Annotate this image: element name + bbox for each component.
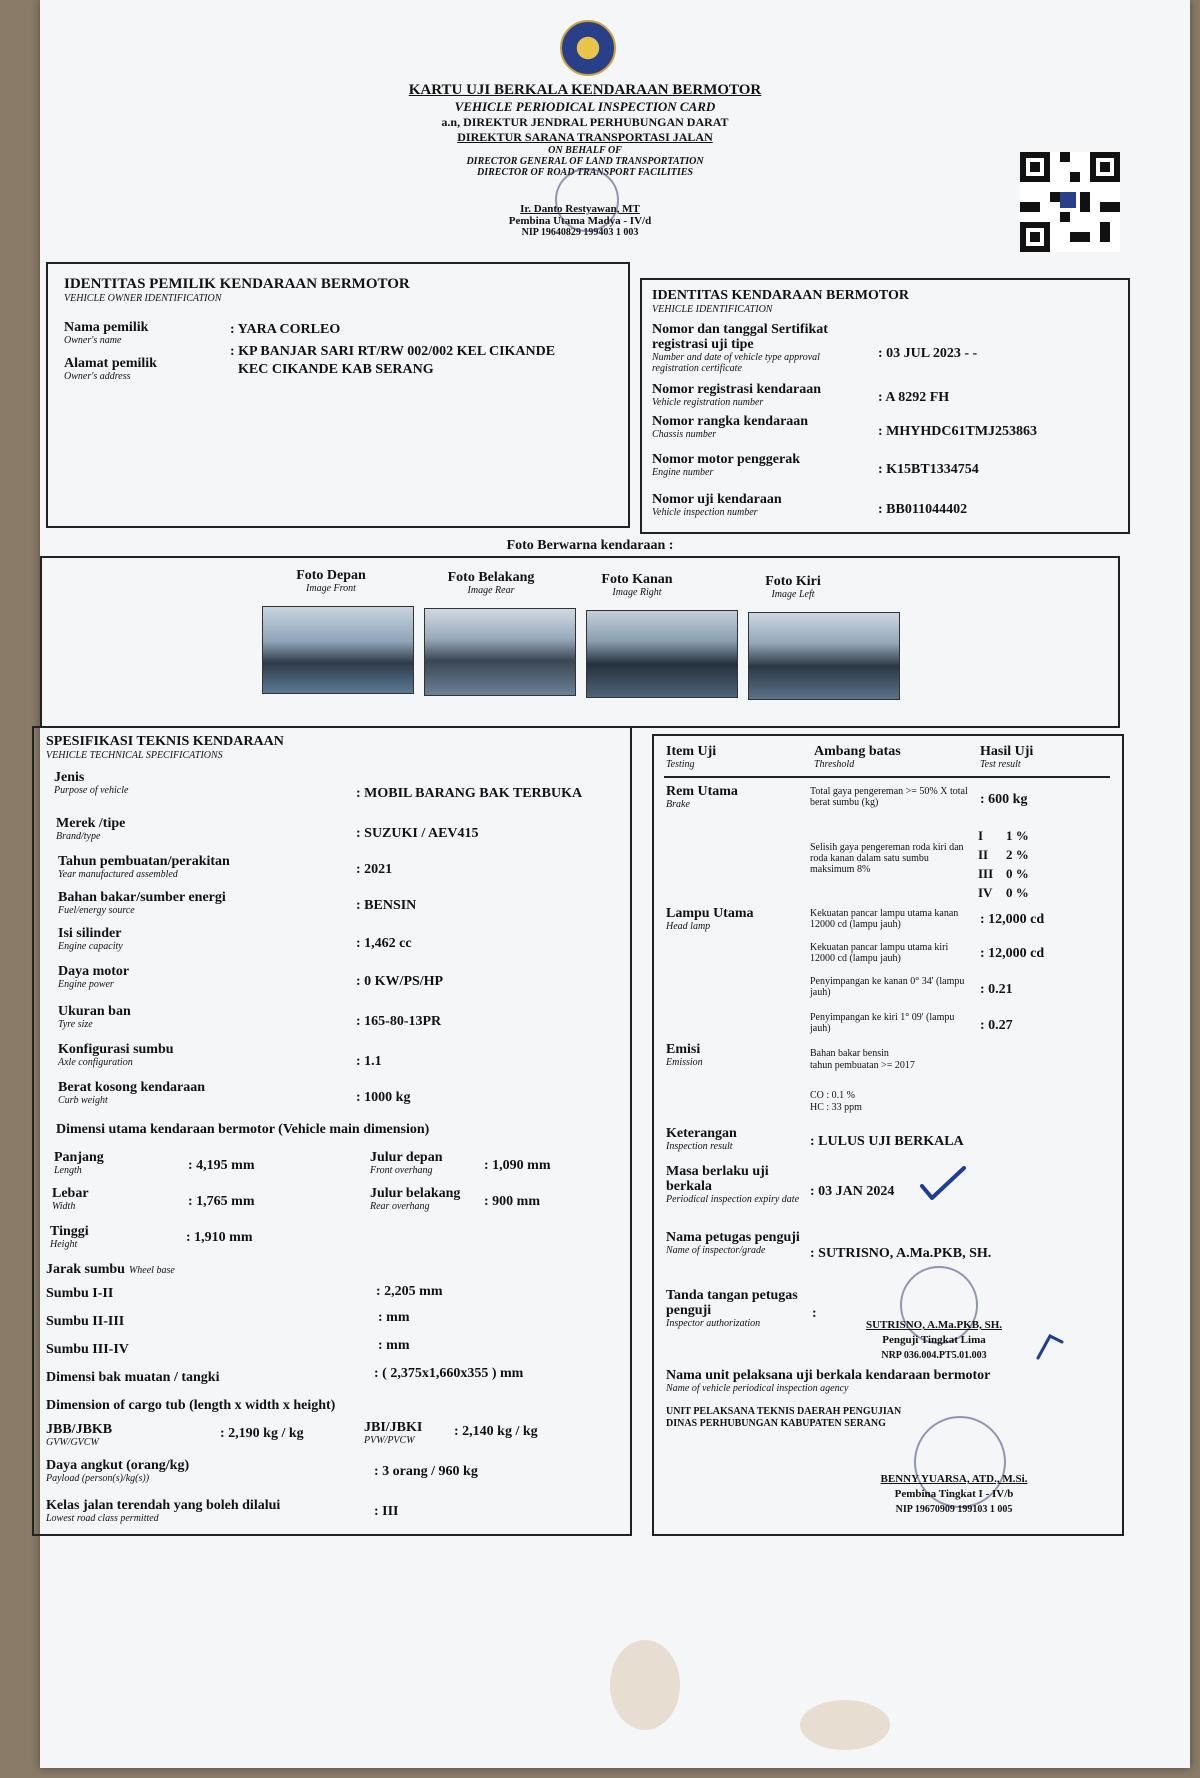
length-value: : 4,195 mm [188,1158,255,1173]
cargo-dimension-value: : ( 2,375x1,660x355 ) mm [374,1366,524,1381]
emission-threshold-2: tahun pembuatan >= 2017 [810,1060,915,1071]
length-label: Panjang Length [54,1150,104,1176]
inspector-label: Nama petugas penguji [666,1230,800,1245]
photo-right-caption: Foto Kanan Image Right [601,572,673,598]
agency-label: Nama unit pelaksana uji berkala kendaraan bermotor [666,1368,991,1383]
spec-row: Jenis Purpose of vehicle [54,770,129,796]
axle-2-label: Sumbu II-III [46,1314,125,1329]
axle-2-value: : mm [378,1310,410,1325]
owner-name-label: Nama pemilik [64,320,149,335]
emission-co: CO : 0.1 % [810,1090,855,1101]
photo-front-caption: Foto Depan Image Front [296,568,366,594]
width-label: Lebar Width [52,1186,89,1212]
spec-value: : 1000 kg [356,1090,411,1105]
axle-result-row: III 0 % [978,866,1029,881]
signature-colon: : [812,1306,817,1321]
brake-label: Rem Utama [666,784,738,799]
spec-value: : BENSIN [356,898,417,913]
axle-results [978,826,1029,902]
photo-rear-caption: Foto Belakang Image Rear [447,570,535,596]
vehicle-id-row: Nomor dan tanggal Sertifikat registrasi uji tipe Number and date of vehicle type approval registration certificate [652,322,828,374]
header-line-3: ON BEHALF OF [548,145,622,156]
inspector-value: : SUTRISNO, A.Ma.PKB, SH. [810,1246,992,1261]
qr-code-icon [1018,152,1122,252]
vehicle-id-title: IDENTITAS KENDARAAN BERMOTOR [652,288,909,303]
spec-row: Merek /tipe Brand/type [56,816,126,842]
width-value: : 1,765 mm [188,1194,255,1209]
lamp-value: : 0.27 [980,1018,1013,1033]
axle-3-label: Sumbu III-IV [46,1342,129,1357]
header-line-5: DIRECTOR OF ROAD TRANSPORT FACILITIES [477,167,693,178]
owner-address-value-1: : KP BANJAR SARI RT/RW 002/002 KEL CIKANDE [230,344,556,359]
spec-row: Bahan bakar/sumber energi Fuel/energy source [58,890,226,916]
result-label: Keterangan [666,1126,737,1141]
header-line-4: DIRECTOR GENERAL OF LAND TRANSPORTATION [466,156,704,167]
headlamp-label: Lampu Utama [666,906,754,921]
expiry-label: Masa berlaku uji berkala [666,1164,769,1194]
spec-row: Berat kosong kendaraan Curb weight [58,1080,206,1106]
card-title: KARTU UJI BERKALA KENDARAAN BERMOTOR [408,82,762,98]
vehicle-id-row: Nomor motor penggerak Engine number [652,452,801,478]
result-value: : LULUS UJI BERKALA [810,1134,964,1149]
jbb-label: JBB/JBKB GVW/GVCW [46,1422,113,1448]
official-nip: NIP 19640829 199403 1 003 [521,227,639,238]
spec-value: : 1.1 [356,1054,382,1069]
type-approval-value: : 03 JUL 2023 - - [878,346,978,361]
official-stamp [555,168,619,232]
photo-left-image [748,612,900,700]
spec-value: : 165-80-13PR [356,1014,442,1029]
test-results-section: Item Uji Testing Ambang batas Threshold Hasil Uji Test result Rem Utama Brake Total gaya pengereman >= 50% X total berat sumbu (kg) : 600 kg Selisih gaya pengereman roda kiri dan roda kanan dalam satu sumbu maksimum 8% I 1 % II 2 % III 0 % IV 0 % Lampu Utama Head lamp Kekuatan pancar lampu utama kanan 12000 cd (lampu jauh) : 12,000 cd Kekuatan pancar lampu utama kiri 12000 cd (lampu jauh) : 12,000 cd Penyimpangan ke kanan 0° 34' (lampu jauh) : 0.21 Penyimpangan ke kiri 1° 09' (lampu jauh) : 0.27 Emisi Emission Bahan bakar bensin tahun pembuatan >= 2017 CO : 0.1 % HC : 33 ppm Keterangan Inspection result : LULUS UJI BERKALA Masa berlaku uji berkala Periodical inspection expiry date : 03 JAN 2024 Nama petugas penguji Name of inspector/grade : SUTRISNO, A.Ma.PKB, SH. Tanda tangan petugas penguji Inspector authorization : SUTRISNO, A.Ma.PKB, SH. Penguji Tingkat Lima NRP 036.004.PT5.01.003 Nama unit pelaksana uji berkala kendaraan bermotor Name of vehicle periodical inspection agency UNIT PELAKSANA TEKNIS DAERAH PENGUJIAN DINAS PERHUBUNGAN KABUPATEN SERANG BENNY YUARSA, ATD., M.Si. Pembina Tingkat I - IV/b NIP 19670909 199103 1 005 [652,734,1124,1536]
lamp-value: : 12,000 cd [980,912,1045,927]
brake-value: : 600 kg [980,792,1028,807]
owner-address-value-2: KEC CIKANDE KAB SERANG [238,362,434,377]
axle-result-row: II 2 % [978,847,1029,862]
inspector-signature-block: SUTRISNO, A.Ma.PKB, SH. Penguji Tingkat Lima NRP 036.004.PT5.01.003 [866,1319,1002,1361]
jbi-label: JBI/JBKI PVW/PVCW [364,1420,423,1446]
rear-overhang-label: Julur belakang Rear overhang [370,1186,461,1212]
paper-stain [800,1700,890,1750]
official-rank: Pembina Utama Madya - IV/d [508,215,652,227]
official-name: Ir. Danto Restyawan, MT [520,203,640,215]
inspection-number-value: : BB011044402 [878,502,968,517]
vehicle-identification-section: IDENTITAS KENDARAAN BERMOTOR VEHICLE IDENTIFICATION Nomor dan tanggal Sertifikat registrasi uji tipe Number and date of vehicle type approval registration certificate : 03 JUL 2023 - - Nomor registrasi kendaraan Vehicle registration number : A 8292 FH Nomor rangka kendaraan Chassis number : MHYHDC61TMJ253863 Nomor motor penggerak Engine number : K15BT1334754 Nomor uji kendaraan Vehicle inspection number : BB011044402 [640,278,1130,534]
spec-value: : SUZUKI / AEV415 [356,826,479,841]
owner-section: IDENTITAS PEMILIK KENDARAAN BERMOTOR VEHICLE OWNER IDENTIFICATION Nama pemilik Owner's name : YARA CORLEO Alamat pemilik Owner's address : KP BANJAR SARI RT/RW 002/002 KEL CIKANDE KEC CIKANDE KAB SERANG [46,262,630,528]
emission-hc: HC : 33 ppm [810,1102,862,1113]
jbi-value: : 2,140 kg / kg [454,1424,538,1439]
spec-value: : 2021 [356,862,393,877]
vehicle-id-row: Nomor registrasi kendaraan Vehicle registration number [652,382,822,408]
brake-threshold: Total gaya pengereman >= 50% X total berat sumbu (kg) [810,786,968,808]
lamp-value: : 0.21 [980,982,1013,997]
owner-address-label: Alamat pemilik [64,356,157,371]
card-title-en: VEHICLE PERIODICAL INSPECTION CARD [454,99,716,114]
agency-head-signature-block: BENNY YUARSA, ATD., M.Si. Pembina Tingkat I - IV/b NIP 19670909 199103 1 005 [880,1473,1028,1515]
owner-title-en: VEHICLE OWNER IDENTIFICATION [64,293,222,304]
col-item-header: Item Uji [666,744,717,759]
paper-stain [610,1640,680,1730]
agency-name: UNIT PELAKSANA TEKNIS DAERAH PENGUJIAN DINAS PERHUBUNGAN KABUPATEN SERANG [666,1406,902,1429]
header-line-2: DIREKTUR SARANA TRANSPORTASI JALAN [457,130,713,144]
axle-result-row: IV 0 % [978,885,1029,900]
vehicle-id-row: Nomor uji kendaraan Vehicle inspection number [652,492,782,518]
ministry-logo [560,20,616,76]
cargo-dimension-label-en: Dimension of cargo tub (length x width x height) [46,1398,336,1413]
photo-front-image [262,606,414,694]
lamp-threshold: Penyimpangan ke kiri 1° 09' (lampu jauh) [810,1012,955,1034]
axle-3-value: : mm [378,1338,410,1353]
emission-threshold-1: Bahan bakar bensin [810,1048,889,1059]
spec-value: : MOBIL BARANG BAK TERBUKA [356,786,583,801]
registration-number-value: : A 8292 FH [878,390,950,405]
col-result-header: Hasil Uji [980,744,1034,759]
expiry-value: : 03 JAN 2024 [810,1184,895,1199]
photo-left-caption: Foto Kiri Image Left [765,574,821,600]
spec-row: Tahun pembuatan/perakitan Year manufactured assembled [58,854,230,880]
axle-result-row: I 1 % [978,828,1029,843]
front-overhang-label: Julur depan Front overhang [370,1150,443,1176]
jbb-value: : 2,190 kg / kg [220,1426,304,1441]
height-label: Tinggi Height [50,1224,89,1250]
lamp-threshold: Kekuatan pancar lampu utama kanan 12000 cd (lampu jauh) [810,908,959,930]
lamp-threshold: Penyimpangan ke kanan 0° 34' (lampu jauh) [810,976,965,998]
payload-label: Daya angkut (orang/kg) Payload (person(s)/kg(s)) [46,1458,190,1484]
axle-1-label: Sumbu I-II [46,1286,114,1301]
owner-title: IDENTITAS PEMILIK KENDARAAN BERMOTOR [64,276,410,292]
checkmark-icon [918,1164,968,1202]
road-class-value: : III [374,1504,399,1519]
spec-value: : 1,462 cc [356,936,412,951]
spec-row: Isi silinder Engine capacity [58,926,123,952]
col-threshold-header: Ambang batas [814,744,901,759]
brake-difference-threshold: Selisih gaya pengereman roda kiri dan roda kanan dalam satu sumbu maksimum 8% [810,842,964,875]
cargo-dimension-label: Dimensi bak muatan / tangki [46,1370,220,1385]
emission-label: Emisi [666,1042,701,1057]
spec-value: : 0 KW/PS/HP [356,974,444,989]
spec-row: Daya motor Engine power [58,964,130,990]
chassis-number-value: : MHYHDC61TMJ253863 [878,424,1038,439]
inspector-signature [1034,1330,1066,1360]
rear-overhang-value: : 900 mm [484,1194,540,1209]
header-line-1: a.n, DIREKTUR JENDRAL PERHUBUNGAN DARAT [441,115,729,129]
photos-section [40,556,1120,728]
photo-right-image [586,610,738,698]
main-dimension-title: Dimensi utama kendaraan bermotor (Vehicle main dimension) [56,1122,430,1137]
owner-name-value: : YARA CORLEO [230,322,341,337]
specs-title: SPESIFIKASI TEKNIS KENDARAAN [46,734,284,749]
photos-title: Foto Berwarna kendaraan : [506,538,674,553]
inspection-card [40,0,1190,1768]
front-overhang-value: : 1,090 mm [484,1158,551,1173]
header-divider [664,776,1110,778]
signature-label: Tanda tangan petugas penguji [666,1288,798,1318]
wheelbase-label: Jarak sumbu Wheel base [46,1262,175,1277]
photo-rear-image [424,608,576,696]
payload-value: : 3 orang / 960 kg [374,1464,478,1479]
vehicle-id-row: Nomor rangka kendaraan Chassis number [652,414,809,440]
lamp-threshold: Kekuatan pancar lampu utama kiri 12000 cd (lampu jauh) [810,942,949,964]
lamp-value: : 12,000 cd [980,946,1045,961]
engine-number-value: : K15BT1334754 [878,462,979,477]
axle-1-value: : 2,205 mm [376,1284,443,1299]
spec-row: Konfigurasi sumbu Axle configuration [58,1042,174,1068]
spec-row: Ukuran ban Tyre size [58,1004,131,1030]
height-value: : 1,910 mm [186,1230,253,1245]
technical-specifications-section: SPESIFIKASI TEKNIS KENDARAAN VEHICLE TECHNICAL SPECIFICATIONS Jenis Purpose of vehicle : MOBIL BARANG BAK TERBUKA Merek /tipe Brand/type : SUZUKI / AEV415 Tahun pembuatan/perakitan Year manufactured assembled : 2021 Bahan bakar/sumber energi Fuel/energy source : BENSIN Isi silinder Engine capacity : 1,462 cc Daya motor Engine power : 0 KW/PS/HP Ukuran ban Tyre size : 165-80-13PR Konfigurasi sumbu Axle configuration : 1.1 Berat kosong kendaraan Curb weight : 1000 kg Dimensi utama kendaraan bermotor (Vehicle main dimension) Panjang Length : 4,195 mm Julur depan Front overhang : 1,090 mm Lebar Width : 1,765 mm Julur belakang Rear overhang : 900 mm Tinggi Height : 1,910 mm Jarak sumbu Wheel base Sumbu I-II : 2,205 mm Sumbu II-III : mm Sumbu III-IV : mm Dimensi bak muatan / tangki : ( 2,375x1,660x355 ) mm Dimension of cargo tub (length x width x height) JBB/JBKB GVW/GVCW : 2,190 kg / kg JBI/JBKI PVW/PVCW : 2,140 kg / kg Daya angkut (orang/kg) Payload (person(s)/kg(s)) : 3 orang / 960 kg Kelas jalan terendah yang boleh dilalui Lowest road class permitted : III [32,726,632,1536]
road-class-label: Kelas jalan terendah yang boleh dilalui Lowest road class permitted [46,1498,281,1524]
